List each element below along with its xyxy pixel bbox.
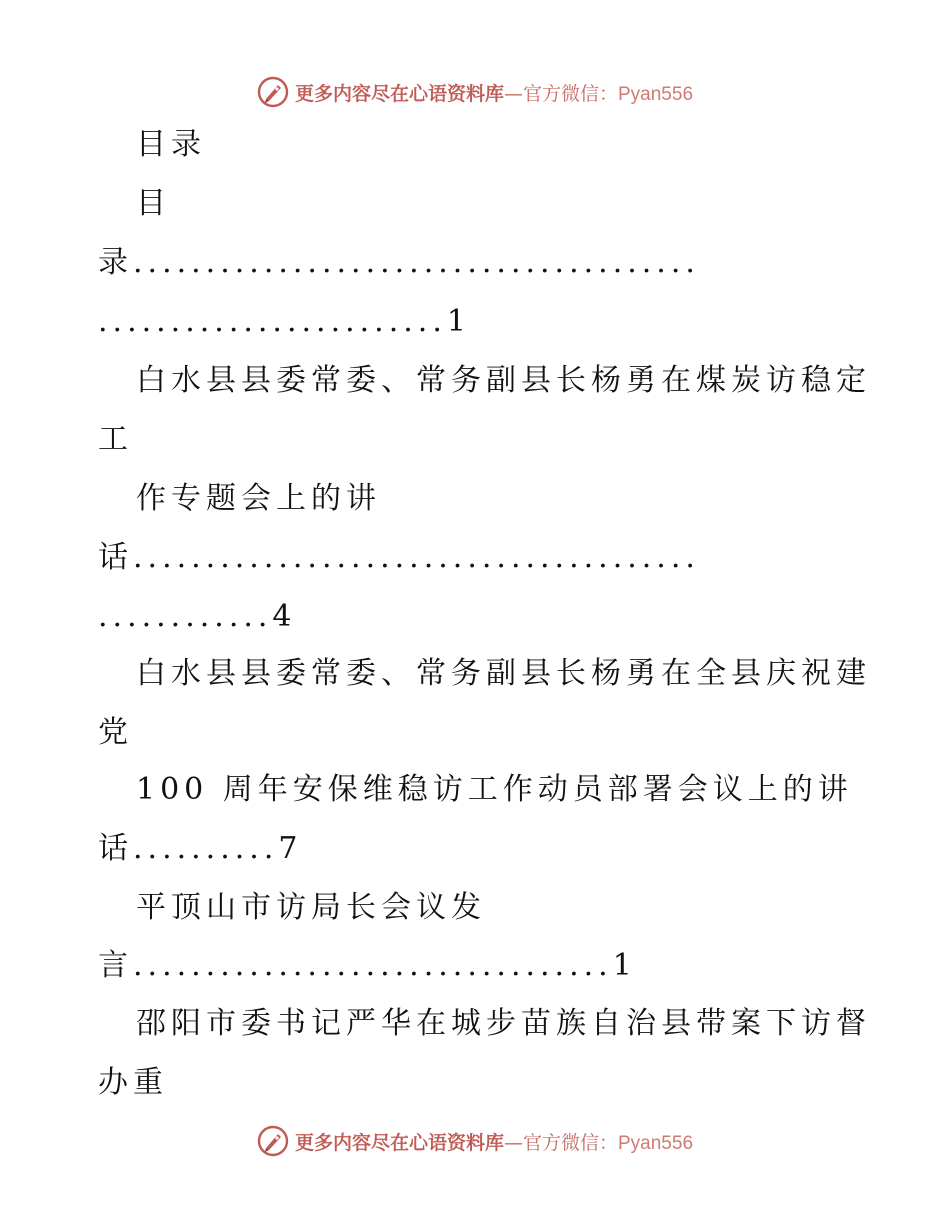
footer-watermark [0,1121,950,1161]
toc-entry-line: 白水县县委常委、常务副县长杨勇在煤炭访稳定 [136,363,871,398]
toc-entry-line: 话....................................... [98,540,700,575]
toc-entry-line: 作专题会上的讲 [136,481,381,516]
toc-heading: 目录 [136,127,206,162]
watermark-title: 更多内容尽在心语资料库 [294,1131,504,1154]
toc-entry-line: 邵阳市委书记严华在城步苗族自治县带案下访督 [136,1006,871,1041]
toc-entry-line: 工 [98,422,133,457]
toc-entry-line: 党 [98,715,133,750]
pen-nib-logo-icon [257,76,289,108]
watermark-wechat-id: Pyan556 [618,1132,694,1154]
toc-entry-line: 话..........7 [98,831,303,866]
toc-entry-line: 办重 [98,1065,168,1100]
toc-entry-line: ............4 [98,599,297,634]
watermark-dash: — [503,1131,523,1154]
toc-entry-line: 平顶山市访局长会议发 [136,890,486,925]
toc-entry-line: 目 [136,186,171,221]
header-watermark [0,72,950,112]
watermark-wechat-label: 官方微信： [522,82,618,105]
watermark-title: 更多内容尽在心语资料库 [294,82,504,105]
toc-entry-line: 白水县县委常委、常务副县长杨勇在全县庆祝建 [136,656,871,691]
toc-entry-line: 100 周年安保维稳访工作动员部署会议上的讲 [136,772,853,807]
toc-entry-line: 录....................................... [98,245,700,280]
toc-entry-line: ........................1 [98,304,471,339]
watermark-wechat-label: 官方微信： [522,1131,618,1154]
pen-nib-logo-icon [257,1125,289,1157]
footer-watermark-text [295,1128,693,1155]
header-watermark-text [295,79,693,106]
watermark-dash: — [503,82,523,105]
toc-entry-line: 言.................................1 [98,948,637,983]
watermark-wechat-id: Pyan556 [618,83,694,105]
